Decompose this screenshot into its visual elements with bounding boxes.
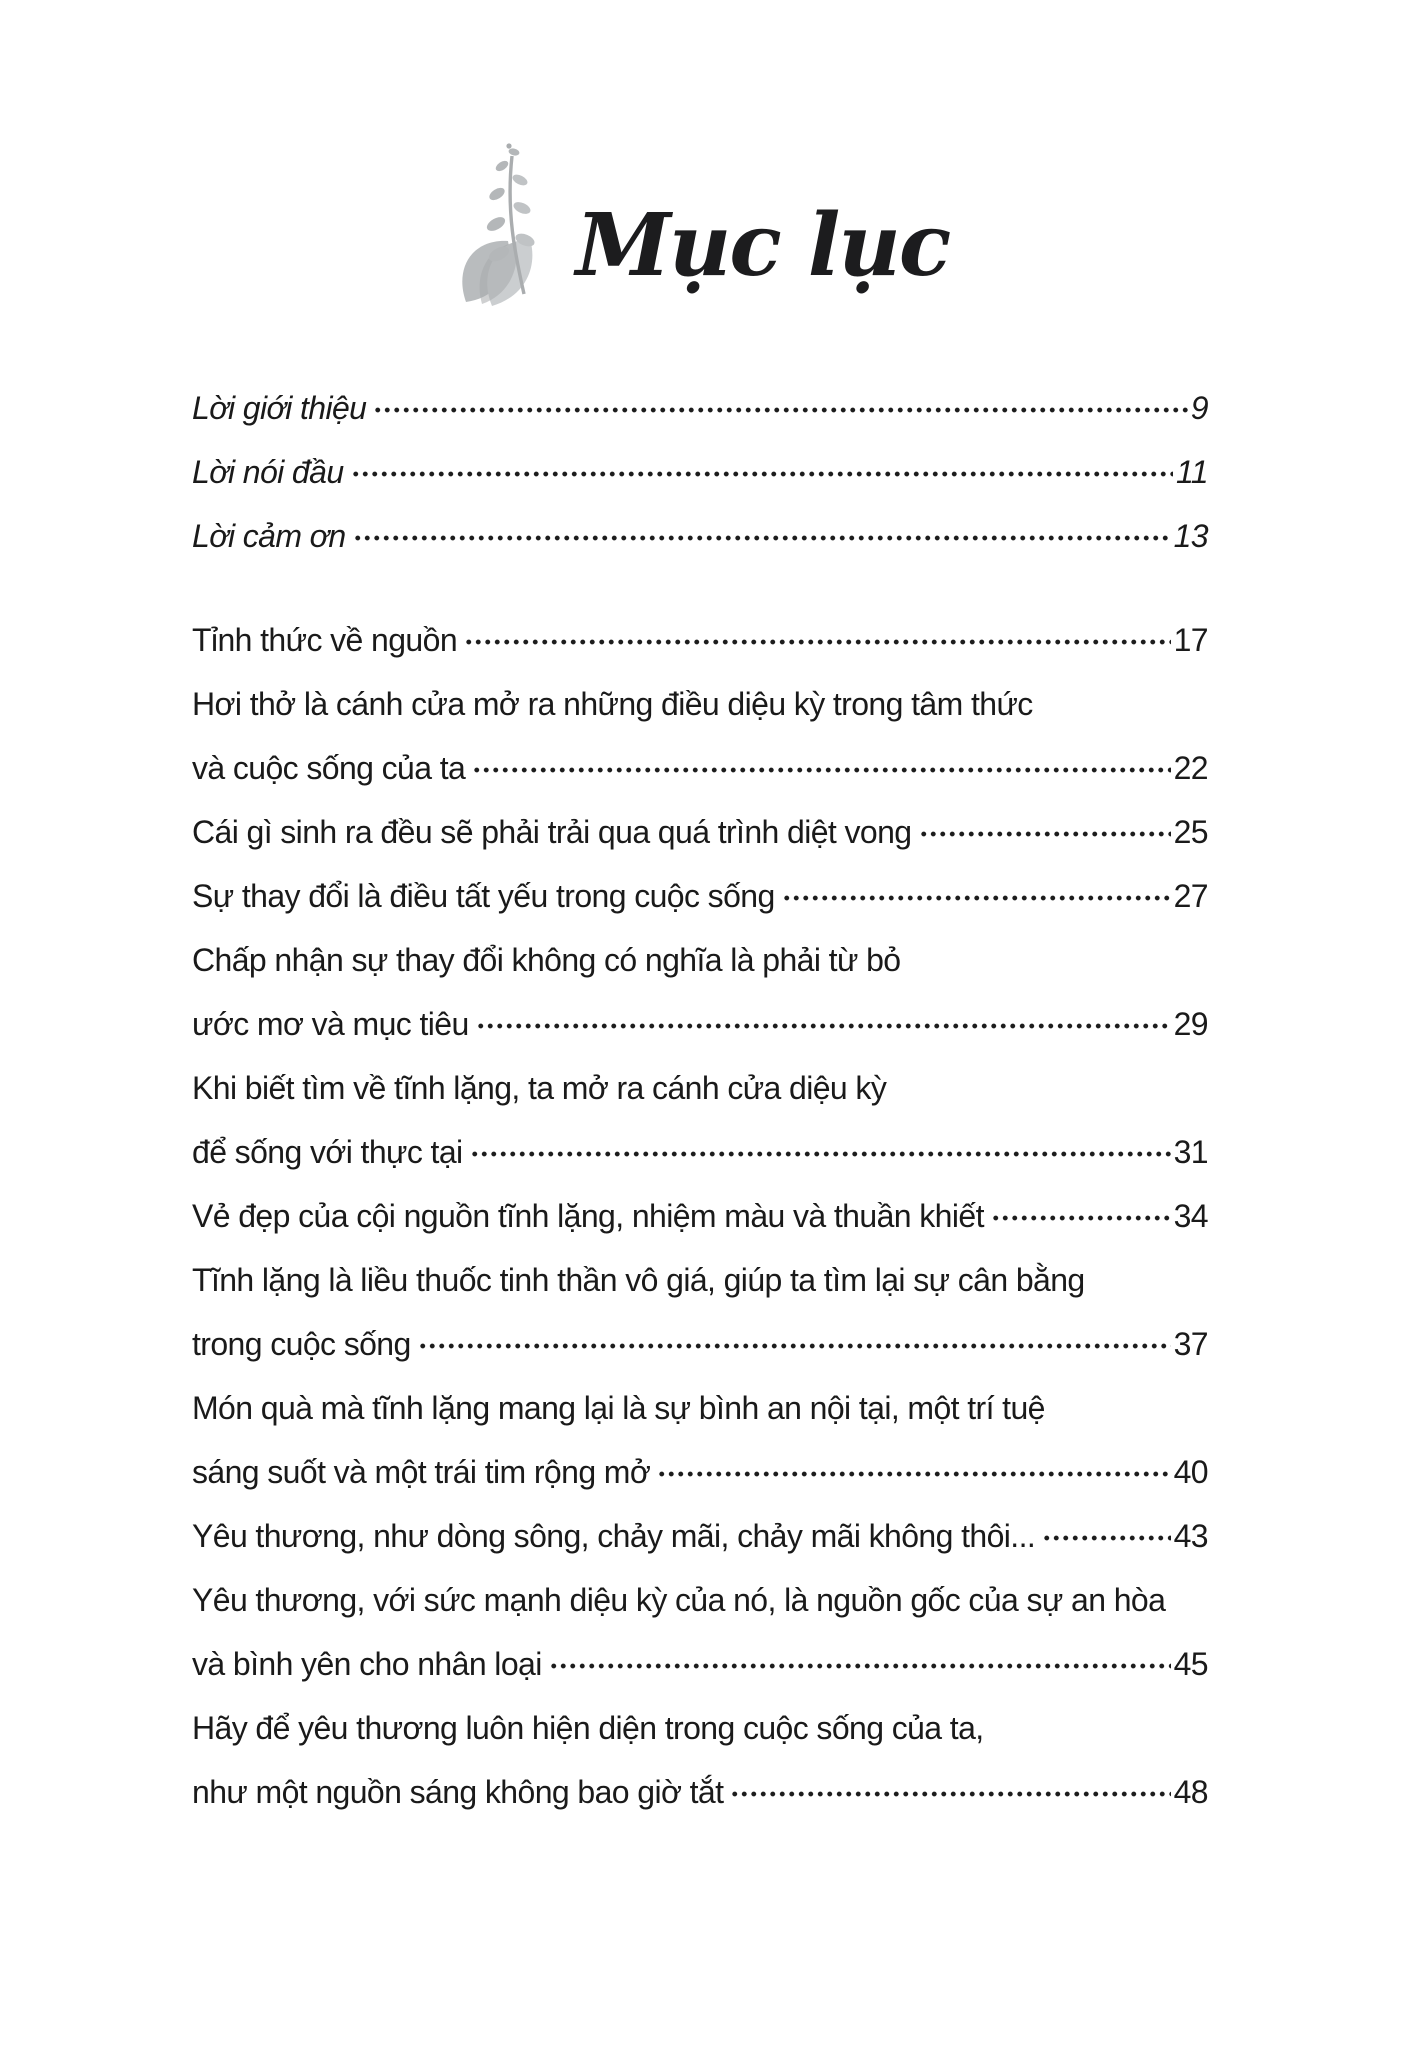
dotted-leader: [472, 766, 1170, 774]
chapters-section: [192, 604, 1208, 1820]
dotted-leader: [549, 1662, 1171, 1670]
page-number: 43: [1173, 1518, 1208, 1554]
dotted-leader: [464, 638, 1171, 646]
page-number: 40: [1173, 1454, 1208, 1490]
dotted-leader: [351, 470, 1173, 478]
page-number: 17: [1173, 622, 1208, 658]
entry-title-continued: và bình yên cho nhân loại: [192, 1646, 542, 1682]
dotted-leader: [919, 830, 1171, 838]
page-number: 29: [1173, 1006, 1208, 1042]
entry-title-continued: để sống với thực tại: [192, 1134, 463, 1170]
dotted-leader: [476, 1022, 1171, 1030]
toc-entry: [192, 860, 1208, 924]
entry-title: Tĩnh lặng là liều thuốc tinh thần vô giá, giúp ta tìm lại sự cân bằng: [192, 1262, 1085, 1298]
toc-entry: [192, 1052, 1208, 1180]
entry-title-continued: ước mơ và mục tiêu: [192, 1006, 469, 1042]
page-title: Mục lục: [575, 195, 950, 297]
toc-entry: [192, 1372, 1208, 1500]
page-number: 34: [1173, 1198, 1208, 1234]
page-number: 48: [1173, 1774, 1208, 1810]
toc-entry: [192, 436, 1208, 500]
entry-title: Tỉnh thức về nguồn: [192, 622, 458, 658]
entry-title: Hơi thở là cánh cửa mở ra những điều diệu kỳ trong tâm thức: [192, 686, 1033, 722]
entry-title: Cái gì sinh ra đều sẽ phải trải qua quá trình diệt vong: [192, 814, 912, 850]
entry-title: Khi biết tìm về tĩnh lặng, ta mở ra cánh cửa diệu kỳ: [192, 1070, 887, 1106]
entry-title: Lời nói đầu: [192, 454, 344, 490]
dotted-leader: [730, 1790, 1170, 1798]
toc-entry: [192, 924, 1208, 1052]
entry-title: Sự thay đổi là điều tất yếu trong cuộc sống: [192, 878, 775, 914]
toc-entry: [192, 500, 1208, 564]
dotted-leader: [657, 1470, 1170, 1478]
entry-title: Lời giới thiệu: [192, 390, 367, 426]
page-number: 45: [1173, 1646, 1208, 1682]
page-number: 13: [1173, 518, 1208, 554]
entry-title-continued: sáng suốt và một trái tim rộng mở: [192, 1454, 651, 1490]
front-matter-section: [192, 372, 1208, 564]
dotted-leader: [782, 894, 1171, 902]
entry-title: Yêu thương, với sức mạnh diệu kỳ của nó, là nguồn gốc của sự an hòa: [192, 1582, 1166, 1618]
leaf-sprig-icon: [452, 142, 570, 310]
toc-entry: [192, 668, 1208, 796]
entry-title: Yêu thương, như dòng sông, chảy mãi, chảy mãi không thôi...: [192, 1518, 1036, 1554]
entry-title: Lời cảm ơn: [192, 518, 346, 554]
page-number: 11: [1175, 454, 1208, 490]
page-number: 22: [1173, 750, 1208, 786]
entry-title: Món quà mà tĩnh lặng mang lại là sự bình an nội tại, một trí tuệ: [192, 1390, 1045, 1426]
entry-title: Chấp nhận sự thay đổi không có nghĩa là phải từ bỏ: [192, 942, 901, 978]
page-number: 9: [1190, 390, 1208, 426]
entry-title-continued: và cuộc sống của ta: [192, 750, 466, 786]
dotted-leader: [353, 534, 1171, 542]
toc-entry: [192, 1564, 1208, 1692]
toc-entry: [192, 372, 1208, 436]
table-of-contents: [192, 372, 1208, 1820]
entry-title-continued: trong cuộc sống: [192, 1326, 411, 1362]
entry-title-continued: như một nguồn sáng không bao giờ tắt: [192, 1774, 724, 1810]
dotted-leader: [991, 1214, 1171, 1222]
toc-header: [0, 142, 1401, 297]
page-number: 31: [1173, 1134, 1208, 1170]
toc-entry: [192, 1244, 1208, 1372]
toc-entry: [192, 796, 1208, 860]
dotted-leader: [470, 1150, 1171, 1158]
dotted-leader: [1042, 1534, 1170, 1542]
toc-entry: [192, 1692, 1208, 1820]
dotted-leader: [373, 406, 1187, 414]
page-number: 27: [1173, 878, 1208, 914]
page-number: 25: [1173, 814, 1208, 850]
toc-entry: [192, 604, 1208, 668]
toc-entry: [192, 1500, 1208, 1564]
entry-title: Vẻ đẹp của cội nguồn tĩnh lặng, nhiệm màu và thuần khiết: [192, 1198, 984, 1234]
dotted-leader: [418, 1342, 1171, 1350]
entry-title: Hãy để yêu thương luôn hiện diện trong cuộc sống của ta,: [192, 1710, 984, 1746]
page-number: 37: [1173, 1326, 1208, 1362]
toc-entry: [192, 1180, 1208, 1244]
